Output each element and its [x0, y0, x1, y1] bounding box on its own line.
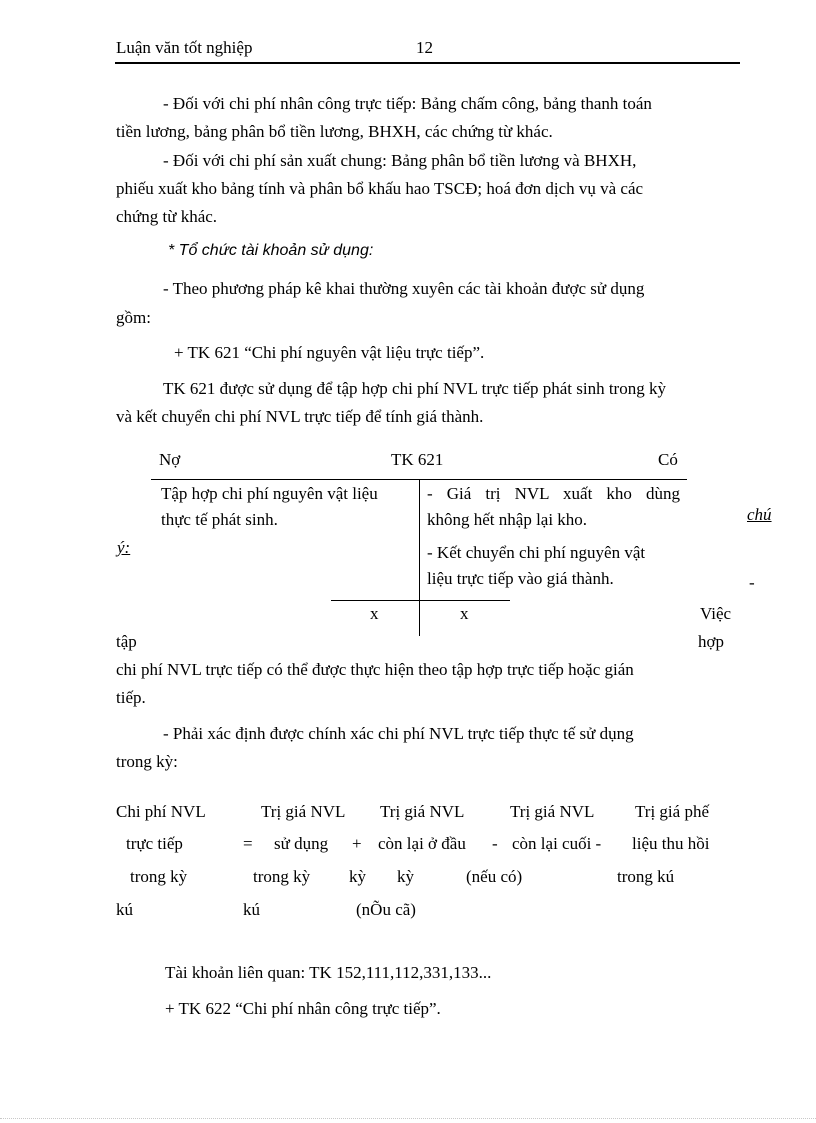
- section-heading: * Tổ chức tài khoản sử dụng:: [168, 242, 374, 259]
- paragraph-line: - Phải xác định được chính xác chi phí NVL trực tiếp thực tế sử dụng: [163, 724, 634, 743]
- paragraph-line: - Đối với chi phí nhân công trực tiếp: Bảng chấm công, bảng thanh toán: [163, 94, 652, 113]
- page-number: 12: [416, 38, 433, 57]
- formula-term: còn lại ở đầu: [378, 834, 466, 853]
- stray-text-viec: Việc: [700, 604, 732, 623]
- running-header-title: Luận văn tốt nghiệp: [116, 38, 253, 57]
- paragraph-line: tiền lương, bảng phân bổ tiền lương, BHXH, các chứng từ khác.: [116, 122, 553, 141]
- paragraph-line: chi phí NVL trực tiếp có thể được thực hiện theo tập hợp trực tiếp hoặc gián: [116, 660, 634, 679]
- formula-term: kú: [243, 900, 260, 919]
- formula-term: Trị giá NVL: [510, 802, 595, 821]
- stray-text-chu: chú: [747, 505, 772, 524]
- paragraph-line: TK 621 được sử dụng để tập hợp chi phí NVL trực tiếp phát sinh trong kỳ: [163, 379, 666, 398]
- paragraph-line: - Theo phương pháp kê khai thường xuyên các tài khoản được sử dụng: [163, 279, 645, 298]
- paragraph-line: chứng từ khác.: [116, 207, 218, 226]
- page-bottom-border: [0, 1118, 816, 1119]
- formula-term: kú: [116, 900, 133, 919]
- formula-term: liệu thu hồi: [632, 834, 710, 853]
- stray-text-y: ý:: [117, 538, 131, 557]
- formula-term: (nÕu cã): [356, 900, 416, 919]
- related-accounts: Tài khoản liên quan: TK 152,111,112,331,133...: [165, 963, 492, 982]
- paragraph-line: tiếp.: [116, 688, 146, 707]
- t-account-debit-label: Nợ: [159, 450, 181, 469]
- formula-term: kỳ: [349, 867, 366, 886]
- formula-term: trong kỳ: [130, 867, 188, 886]
- t-account-credit-label: Có: [658, 450, 678, 469]
- formula-term: sử dụng: [274, 834, 329, 853]
- formula-term: còn lại cuối -: [512, 834, 602, 853]
- formula-operator: -: [492, 834, 498, 853]
- stray-text-tap: tập: [116, 632, 137, 651]
- account-title: + TK 622 “Chi phí nhân công trực tiếp”.: [165, 999, 441, 1018]
- formula-term: Chi phí NVL: [116, 802, 206, 821]
- t-account-balance-line: [331, 600, 510, 601]
- formula-operator: +: [352, 834, 362, 853]
- stray-text-dash: -: [749, 573, 755, 592]
- paragraph-line: trong kỳ:: [116, 752, 178, 771]
- formula-term: Trị giá NVL: [261, 802, 346, 821]
- account-title: + TK 621 “Chi phí nguyên vật liệu trực tiếp”.: [174, 343, 485, 362]
- formula-term: trực tiếp: [126, 834, 183, 853]
- formula-term: kỳ: [397, 867, 414, 886]
- t-account-credit-text: liệu trực tiếp vào giá thành.: [427, 569, 614, 588]
- paragraph-line: - Đối với chi phí sản xuất chung: Bảng phân bổ tiền lương và BHXH,: [163, 151, 637, 170]
- paragraph-line: phiếu xuất kho bảng tính và phân bổ khấu hao TSCĐ; hoá đơn dịch vụ và các: [116, 179, 644, 198]
- t-account-balance-right: x: [460, 604, 469, 623]
- t-account-title: TK 621: [391, 450, 444, 469]
- formula-operator: =: [243, 834, 253, 853]
- t-account-credit-text: - Giá trị NVL xuất kho dùng: [427, 484, 680, 503]
- formula-term: trong kú: [617, 867, 675, 886]
- t-account-debit-text: Tập hợp chi phí nguyên vật liệu: [161, 484, 378, 503]
- formula-term: Trị giá phế: [635, 802, 709, 821]
- stray-text-hop: hợp: [698, 632, 724, 651]
- t-account-balance-left: x: [370, 604, 379, 623]
- paragraph-line: gồm:: [116, 308, 151, 327]
- t-account-credit-text: không hết nhập lại kho.: [427, 510, 588, 529]
- header-rule: [115, 62, 740, 64]
- formula-term: (nếu có): [466, 867, 523, 886]
- t-account-credit-text: - Kết chuyển chi phí nguyên vật: [427, 543, 646, 562]
- formula-term: Trị giá NVL: [380, 802, 465, 821]
- t-account-debit-text: thực tế phát sinh.: [161, 510, 278, 529]
- paragraph-line: và kết chuyển chi phí NVL trực tiếp để tính giá thành.: [116, 407, 484, 426]
- formula-term: trong kỳ: [253, 867, 311, 886]
- t-account-center-line: [419, 479, 420, 636]
